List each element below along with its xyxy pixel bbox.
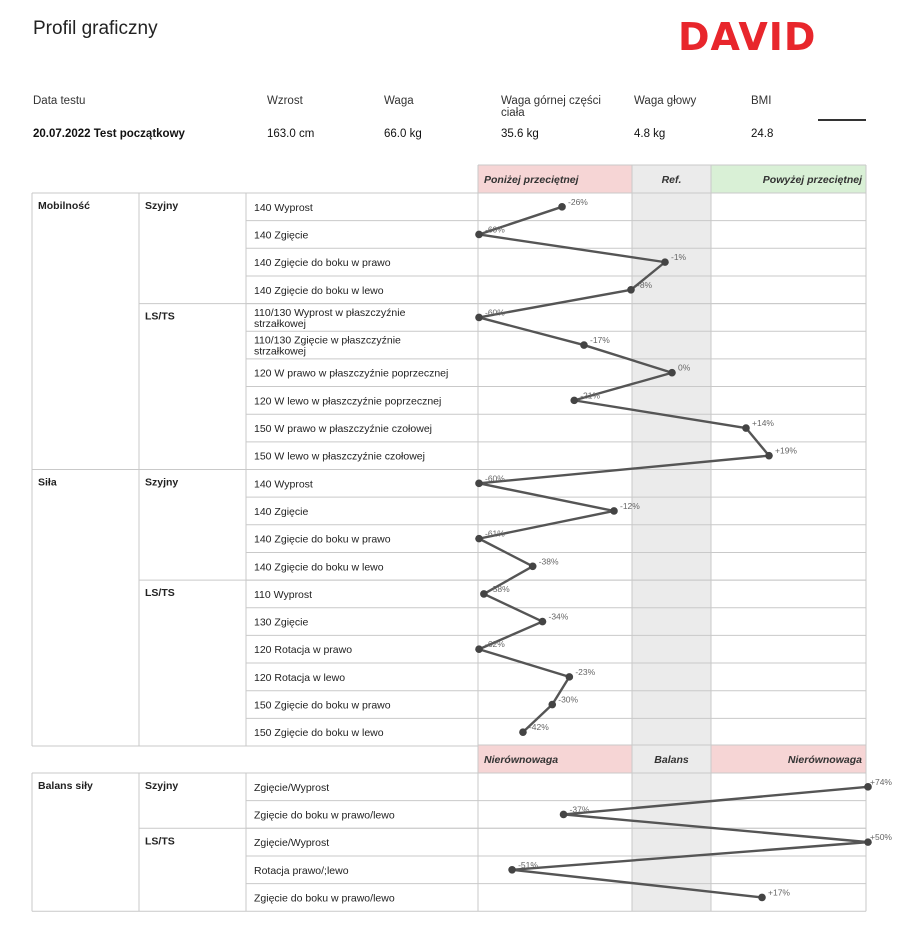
data-label: -1% <box>671 252 687 263</box>
subgroup-label: Szyjny <box>145 200 179 212</box>
zone-label: Poniżej przeciętnej <box>484 174 579 186</box>
data-point <box>580 341 588 349</box>
data-point <box>475 535 483 543</box>
data-point <box>519 728 527 736</box>
subgroup-label: LS/TS <box>145 310 175 323</box>
value-height: 163.0 cm <box>267 128 315 140</box>
zone-label: Nierównowaga <box>484 754 559 766</box>
data-point <box>508 866 516 874</box>
zone-label: Nierównowaga <box>787 754 862 766</box>
data-label: 0% <box>678 362 691 373</box>
data-point <box>661 258 669 266</box>
data-label: +74% <box>870 776 892 787</box>
row-label <box>254 534 391 546</box>
row-label-line: 130 Zgięcie <box>254 616 309 629</box>
row-label <box>254 307 406 330</box>
row-label-line: Zgięcie/Wyprost <box>254 837 330 850</box>
row-label <box>254 229 308 241</box>
data-label: -26% <box>568 196 588 207</box>
row-label <box>254 809 395 821</box>
data-point <box>570 397 578 405</box>
value-head-weight: 4.8 kg <box>634 128 666 140</box>
data-label: -51% <box>518 859 538 870</box>
page-title: Profil graficzny <box>33 18 158 39</box>
row-label <box>254 672 345 684</box>
data-point <box>475 314 483 322</box>
zone-label: Balans <box>654 754 689 766</box>
row-label-line: 140 Wyprost <box>254 201 313 214</box>
group-label: Siła <box>38 476 57 489</box>
row-label <box>254 561 384 573</box>
subgroup-label: LS/TS <box>145 835 175 848</box>
data-label: -12% <box>620 500 640 511</box>
header-upper-body-weight: Waga górnej części ciała <box>501 95 601 119</box>
row-label-line: 110/130 Zgięcie w płaszczyźnie <box>254 334 401 347</box>
row-label <box>254 700 391 712</box>
row-label <box>254 644 352 656</box>
header-weight: Waga <box>384 95 414 107</box>
group-label: Balans siły <box>38 780 93 792</box>
row-label-line: 120 Rotacja w prawo <box>254 644 353 657</box>
zone-label: Powyżej przeciętnej <box>762 174 862 186</box>
data-point <box>742 424 750 432</box>
row-label-line: 140 Zgięcie <box>254 505 309 518</box>
brand-logo: DAVID <box>678 15 817 59</box>
row-label-line: 140 Zgięcie do boku w prawo <box>254 533 391 546</box>
row-label-line: Rotacja prawo/;lewo <box>254 864 349 877</box>
zone-label: Ref. <box>661 174 682 186</box>
data-label: +50% <box>870 832 892 843</box>
row-label <box>254 285 384 297</box>
header-head-weight: Waga głowy <box>634 95 697 107</box>
row-label <box>254 506 308 518</box>
row-label-line: 140 Wyprost <box>254 478 313 491</box>
data-point <box>566 673 574 681</box>
row-label <box>254 892 395 904</box>
subgroup-label: Szyjny <box>145 476 179 489</box>
row-label-line: 110/130 Wyprost w płaszczyźnie <box>254 306 406 319</box>
row-label <box>254 782 329 794</box>
data-label: -60% <box>485 224 505 235</box>
row-label-line: 110 Wyprost <box>254 588 313 601</box>
row-label <box>254 335 401 358</box>
row-label-line: 140 Zgięcie do boku w prawo <box>254 257 391 270</box>
group-label: Mobilność <box>38 200 90 212</box>
header-test-date: Data testu <box>33 95 86 107</box>
row-label-line: Zgięcie do boku w prawo/lewo <box>254 809 395 822</box>
data-label: -8% <box>637 279 653 290</box>
data-label: -62% <box>485 639 505 650</box>
data-label: -38% <box>538 556 559 567</box>
value-test-date: 20.07.2022 Test początkowy <box>33 128 185 140</box>
data-point <box>480 590 488 598</box>
row-label-line: 140 Zgięcie do boku w lewo <box>254 284 384 297</box>
data-point <box>765 452 773 460</box>
row-label <box>254 451 425 463</box>
data-point <box>627 286 635 294</box>
row-label-line: Zgięcie do boku w prawo/lewo <box>254 892 395 905</box>
data-label: -34% <box>548 611 569 622</box>
data-point <box>529 562 537 570</box>
data-point <box>475 645 483 653</box>
value-weight: 66.0 kg <box>384 128 422 140</box>
data-point <box>475 480 483 488</box>
row-label-line: 120 W lewo w płaszczyźnie poprzecznej <box>254 395 442 408</box>
data-point <box>548 701 556 709</box>
row-label-line: 150 W lewo w płaszczyźnie czołowej <box>254 450 425 463</box>
row-label-line: 140 Zgięcie <box>254 229 309 242</box>
row-label <box>254 727 384 739</box>
data-point <box>610 507 618 515</box>
data-point <box>668 369 676 377</box>
header-height: Wzrost <box>267 95 303 107</box>
header-bmi: BMI <box>751 95 772 107</box>
row-label-line: 150 W prawo w płaszczyźnie czołowej <box>254 423 432 436</box>
data-point <box>558 203 566 211</box>
data-label: -42% <box>528 722 549 733</box>
data-point <box>475 231 483 239</box>
subgroup-label: LS/TS <box>145 587 175 600</box>
row-label <box>254 395 441 407</box>
data-label: +19% <box>775 445 797 456</box>
data-label: -30% <box>558 694 579 705</box>
data-label: +17% <box>768 887 790 898</box>
data-point <box>758 894 766 902</box>
row-label-line: strzałkowej <box>254 317 306 330</box>
row-label <box>254 865 349 877</box>
data-label: -21% <box>580 390 601 401</box>
row-label-line: 150 Zgięcie do boku w prawo <box>254 699 391 712</box>
data-label: -61% <box>485 528 505 539</box>
row-label <box>254 617 308 629</box>
data-label: -37% <box>569 804 590 815</box>
data-label: -58% <box>489 583 510 594</box>
row-label <box>254 368 448 380</box>
row-label-line: 140 Zgięcie do boku w lewo <box>254 561 384 574</box>
row-label <box>254 589 312 601</box>
data-label: +14% <box>752 418 774 429</box>
row-label-line: 120 Rotacja w lewo <box>254 671 346 684</box>
subgroup-label: Szyjny <box>145 780 179 792</box>
data-point <box>560 811 568 819</box>
data-label: -23% <box>575 666 596 677</box>
row-label <box>254 202 313 214</box>
row-label-line: 120 W prawo w płaszczyźnie poprzecznej <box>254 367 449 380</box>
value-bmi: 24.8 <box>751 128 774 140</box>
data-label: -17% <box>590 335 610 346</box>
data-label: -60% <box>485 473 505 484</box>
row-label <box>254 837 329 849</box>
row-label-line: 150 Zgięcie do boku w lewo <box>254 727 384 740</box>
value-upper-body-weight: 35.6 kg <box>501 128 539 140</box>
row-label-line: strzałkowej <box>254 345 306 358</box>
row-label <box>254 257 391 269</box>
data-label: -60% <box>485 307 505 318</box>
data-point <box>539 618 547 626</box>
row-label <box>254 478 313 490</box>
row-label <box>254 423 432 435</box>
row-label-line: Zgięcie/Wyprost <box>254 781 330 794</box>
